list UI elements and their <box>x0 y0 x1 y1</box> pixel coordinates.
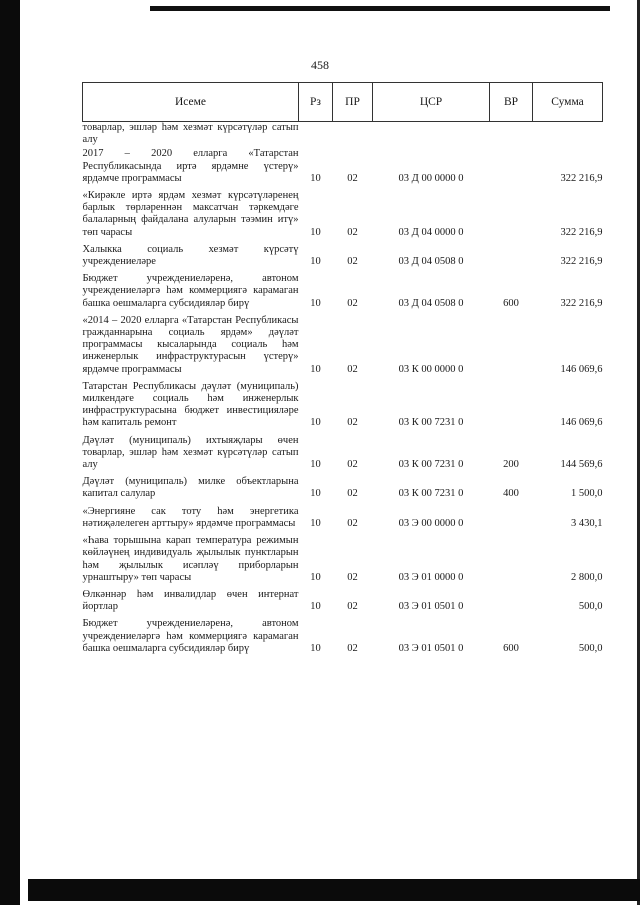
table-header <box>83 83 603 122</box>
cell-vr <box>490 381 533 435</box>
cell-csr: 03 Д 04 0508 0 <box>398 256 464 268</box>
page-number: 458 <box>311 58 329 72</box>
cell-name: Өлкәннәр һәм инвалидлар өчен интернат йортлар <box>82 588 299 613</box>
cell-rz: 10 <box>310 256 321 268</box>
cell-sum: 3 430,1 <box>571 517 603 529</box>
cell-pr: 02 <box>347 172 358 184</box>
cell-csr <box>373 122 490 149</box>
header-name: Исеме <box>83 83 299 122</box>
cell-pr: 02 <box>347 226 358 238</box>
cell-name: «Кирәкле иртә ярдәм хезмәт күрсәтүләренең барлык төрләреннән максатчан тәркемдәге балаларның файдалана алуларын тәэмин итү» төп чарасы <box>82 190 299 238</box>
cell-pr: 02 <box>347 417 358 429</box>
cell-csr: 03 К 00 7231 0 <box>398 459 464 471</box>
cell-rz: 10 <box>310 172 321 184</box>
scan-edge-left <box>0 0 20 905</box>
cell-vr: 600 <box>503 642 519 654</box>
cell-name: 2017 – 2020 елларга «Татарстан Республикасында иртә ярдәмне үстерү» ярдәмче программасы <box>82 148 299 184</box>
cell-vr <box>490 506 533 535</box>
table-row <box>83 618 603 660</box>
header-sum: Сумма <box>533 83 603 122</box>
cell-csr: 03 Д 04 0508 0 <box>398 297 464 309</box>
cell-rz: 10 <box>310 601 321 613</box>
header-vr: ВР <box>490 83 533 122</box>
cell-pr: 02 <box>347 459 358 471</box>
cell-sum: 322 216,9 <box>560 226 603 238</box>
cell-rz: 10 <box>310 297 321 309</box>
cell-sum: 146 069,6 <box>560 417 603 429</box>
cell-vr <box>490 148 533 190</box>
cell-csr: 03 Э 00 0000 0 <box>398 517 464 529</box>
table-row <box>83 435 603 477</box>
cell-name: «Энергияне сак тоту һәм энергетика нәтиҗәлелеген арттыру» ярдәмче программасы <box>82 505 299 529</box>
cell-vr <box>490 190 533 244</box>
table-row <box>83 122 603 149</box>
table-row <box>83 506 603 535</box>
table-row <box>83 148 603 190</box>
cell-sum: 500,0 <box>578 642 603 654</box>
cell-sum: 322 216,9 <box>560 297 603 309</box>
budget-table <box>82 82 603 660</box>
cell-name: Бюджет учреждениеләренә, автоном учреждениеләргә һәм коммерциягә карамаган башка оешмаларга субсидияләр бирү <box>82 273 299 309</box>
cell-vr <box>490 535 533 589</box>
cell-name: «2014 – 2020 елларга «Татарстан Республикасы гражданнарына социаль ярдәм» дәүләт программасы кысаларында социаль һәм инженерлык инфраструктурасын үстерү» ярдәмче программасы <box>82 314 299 375</box>
cell-rz: 10 <box>310 517 321 529</box>
table-row <box>83 589 603 618</box>
cell-sum: 2 800,0 <box>571 571 603 583</box>
cell-csr: 03 К 00 7231 0 <box>398 417 464 429</box>
cell-rz: 10 <box>310 642 321 654</box>
cell-vr <box>490 315 533 381</box>
table-row <box>83 381 603 435</box>
table-body <box>83 122 603 660</box>
cell-name: «Һава торышына карап температура режимын көйләүнең индивидуаль җылылык пунктларын һәм җылылык исәпләү приборларын урнаштыру» төп чарасы <box>82 535 299 583</box>
cell-pr <box>333 122 373 149</box>
cell-vr: 200 <box>503 459 519 471</box>
cell-vr: 400 <box>503 488 519 500</box>
cell-csr: 03 Д 00 0000 0 <box>398 172 464 184</box>
cell-name: Дәүләт (муниципаль) милке объектларына капитал салулар <box>82 476 299 500</box>
cell-vr <box>490 589 533 618</box>
scan-edge-top <box>150 6 610 11</box>
cell-pr: 02 <box>347 363 358 375</box>
cell-csr: 03 К 00 7231 0 <box>398 488 464 500</box>
cell-sum: 322 216,9 <box>560 256 603 268</box>
header-pr: ПР <box>333 83 373 122</box>
cell-csr: 03 Э 01 0501 0 <box>398 601 464 613</box>
cell-pr: 02 <box>347 642 358 654</box>
cell-csr: 03 Э 01 0000 0 <box>398 571 464 583</box>
cell-rz: 10 <box>310 488 321 500</box>
cell-pr: 02 <box>347 517 358 529</box>
scan-edge-bottom <box>28 879 640 901</box>
cell-pr: 02 <box>347 256 358 268</box>
cell-rz: 10 <box>310 459 321 471</box>
cell-csr: 03 Э 01 0501 0 <box>398 642 464 654</box>
cell-sum: 500,0 <box>578 601 603 613</box>
cell-rz <box>299 122 333 149</box>
cell-sum: 322 216,9 <box>560 172 603 184</box>
cell-rz: 10 <box>310 571 321 583</box>
cell-rz: 10 <box>310 417 321 429</box>
table-row <box>83 244 603 273</box>
cell-pr: 02 <box>347 297 358 309</box>
cell-vr <box>490 122 533 149</box>
cell-vr <box>490 244 533 273</box>
cell-sum: 1 500,0 <box>571 488 603 500</box>
table-row <box>83 315 603 381</box>
cell-csr: 03 Д 04 0000 0 <box>398 226 464 238</box>
header-csr: ЦСР <box>373 83 490 122</box>
table-row <box>83 190 603 244</box>
cell-rz: 10 <box>310 363 321 375</box>
table-row <box>83 535 603 589</box>
table-row <box>83 476 603 505</box>
cell-vr: 600 <box>503 297 519 309</box>
cell-name: Татарстан Республикасы дәүләт (муниципаль) милкендәге социаль һәм инженерлык инфраструктурасына бюджет инвестицияләре һәм капиталь ремонт <box>82 380 299 429</box>
cell-pr: 02 <box>347 571 358 583</box>
cell-csr: 03 К 00 0000 0 <box>398 363 464 375</box>
cell-sum: 146 069,6 <box>560 363 603 375</box>
cell-sum: 144 569,6 <box>560 459 603 471</box>
cell-name: Дәүләт (муниципаль) ихтыяҗлары өчен товарлар, эшләр һәм хезмәт күрсәтүләр сатып алу <box>82 434 299 471</box>
cell-pr: 02 <box>347 488 358 500</box>
cell-sum <box>533 122 603 149</box>
cell-name: товарлар, эшләр һәм хезмәт күрсәтүләр сатып алу <box>82 122 299 146</box>
header-rz: Рз <box>299 83 333 122</box>
cell-rz: 10 <box>310 226 321 238</box>
table-row <box>83 273 603 315</box>
cell-name: Халыкка социаль хезмәт күрсәтү учреждениеләре <box>82 243 299 268</box>
cell-pr: 02 <box>347 601 358 613</box>
cell-name: Бюджет учреждениеләренә, автоном учреждениеләргә һәм коммерциягә карамаган башка оешмаларга субсидияләр бирү <box>82 618 299 654</box>
